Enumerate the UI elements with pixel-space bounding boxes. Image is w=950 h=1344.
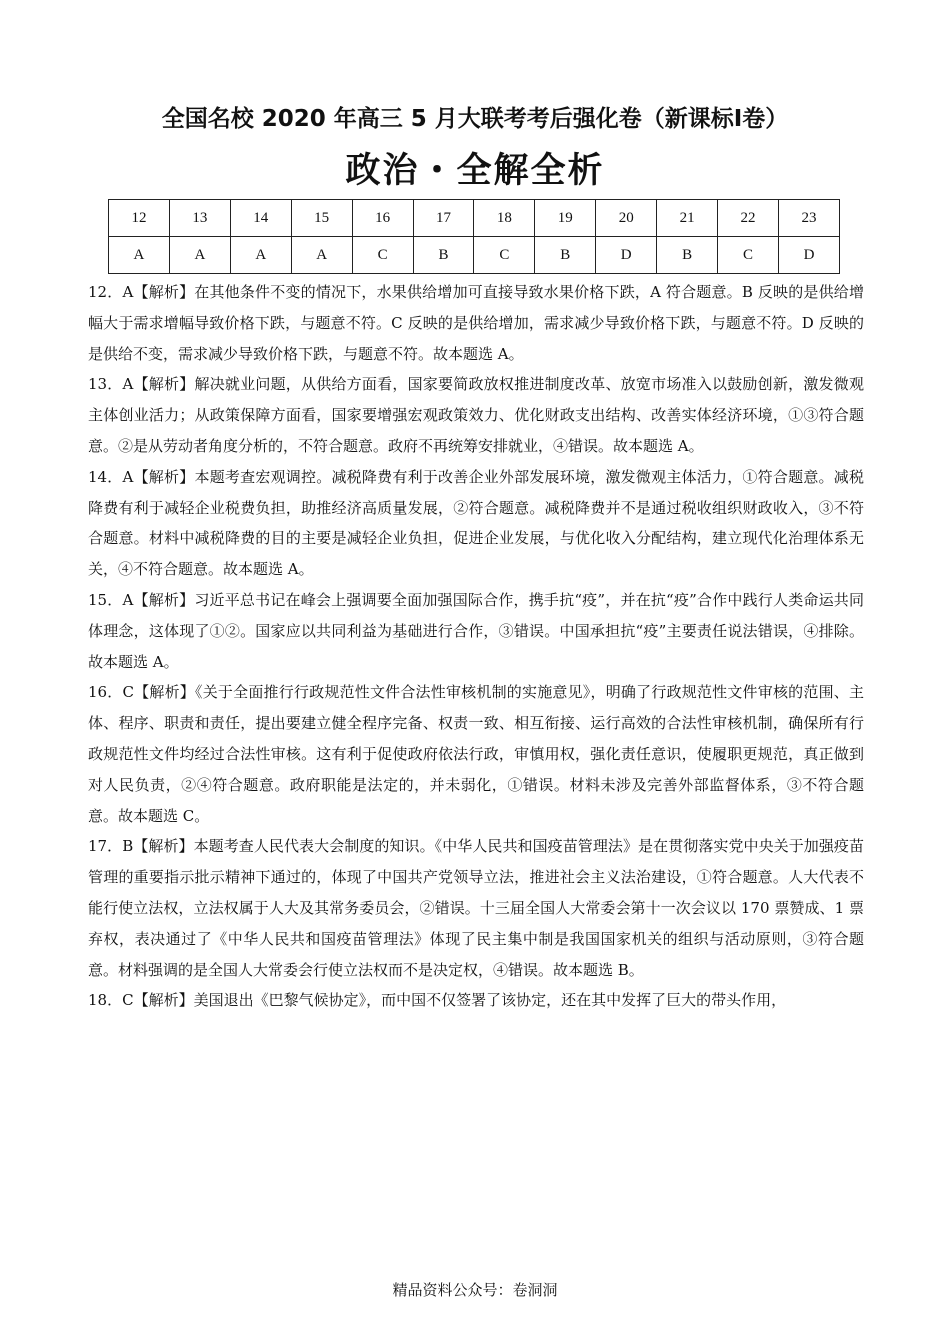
answer-table <box>108 199 840 274</box>
document-header-title: 全国名校 2020 年高三 5 月大联考考后强化卷（新课标Ⅰ卷） <box>161 106 789 132</box>
explanation-paragraph: 14．A【解析】本题考查宏观调控。减税降费有利于改善企业外部发展环境，激发微观主体活力，①符合题意。减税降费有利于减轻企业税费负担，助推经济高质量发展，②符合题意。减税降费并不是通过税收组织财政收入，③不符合题意。材料中减税降费的目的主要是减轻企业负担，促进企业发展，与优化收入分配结构，建立现代化治理体系无关，④不符合题意。故本题选 A。 <box>88 467 864 579</box>
question-number-cell: 16 <box>352 200 413 237</box>
answer-cell: D <box>778 237 839 274</box>
explanation-paragraph: 16．C【解析】《关于全面推行行政规范性文件合法性审核机制的实施意见》，明确了行政规范性文件审核的范围、主体、程序、职责和责任，提出要建立健全程序完备、权责一致、相互衔接、运行高效的合法性审核机制，确保所有行政规范性文件均经过合法性审核。这有利于促使政府依法行政，审慎用权，强化责任意识，使履职更规范，真正做到对人民负责，②④符合题意。政府职能是法定的，并未弱化，①错误。材料未涉及完善外部监督体系，③不符合题意。故本题选 C。 <box>88 683 864 825</box>
answer-cell: B <box>657 237 718 274</box>
question-number-cell: 14 <box>230 200 291 237</box>
footer-text: 精品资料公众号：卷洞洞 <box>392 1281 558 1299</box>
explanation-paragraph: 13．A【解析】解决就业问题，从供给方面看，国家要简政放权推进制度改革、放宽市场准入以鼓励创新，激发微观主体创业活力；从政策保障方面看，国家要增强宏观政策效力、优化财政支出结构、改善实体经济环境，①③符合题意。②是从劳动者角度分析的，不符合题意。政府不再统筹安排就业，④错误。故本题选 A。 <box>88 375 864 455</box>
answer-cell: A <box>291 237 352 274</box>
answer-cell: D <box>596 237 657 274</box>
answer-cell: B <box>413 237 474 274</box>
question-number-cell: 22 <box>718 200 779 237</box>
document-main-title: 政治・全解全析 <box>345 151 605 191</box>
answer-cell: C <box>352 237 413 274</box>
explanation-paragraph: 15．A【解析】习近平总书记在峰会上强调要全面加强国际合作，携手抗“疫”，并在抗“疫”合作中践行人类命运共同体理念，这体现了①②。国家应以共同利益为基础进行合作，③错误。中国承担抗“疫”主要责任说法错误，④排除。故本题选 A。 <box>88 590 864 671</box>
answer-cell: A <box>169 237 230 274</box>
question-number-cell: 15 <box>291 200 352 237</box>
question-number-cell: 12 <box>109 200 170 237</box>
answer-cell: C <box>474 237 535 274</box>
question-number-cell: 23 <box>778 200 839 237</box>
question-number-cell: 20 <box>596 200 657 237</box>
question-number-cell: 17 <box>413 200 474 237</box>
explanation-paragraph: 18．C【解析】美国退出《巴黎气候协定》，而中国不仅签署了该协定，还在其中发挥了巨大的带头作用， <box>88 991 787 1010</box>
explanation-paragraph: 17．B【解析】本题考查人民代表大会制度的知识。《中华人民共和国疫苗管理法》是在贯彻落实党中央关于加强疫苗管理的重要指示批示精神下通过的，体现了中国共产党领导立法，推进社会主义法治建设，①符合题意。人大代表不能行使立法权，立法权属于人大及其常务委员会，②错误。十三届全国人大常委会第十一次会议以 170 票赞成、1 票弃权，表决通过了《中华人民共和国疫苗管理法》体现了民主集中制是我国国家机关的组织与活动原则，③符合题意。材料强调的是全国人大常委会行使立法权而不是决定权，④错误。故本题选 B。 <box>88 837 864 979</box>
question-number-cell: 21 <box>657 200 718 237</box>
question-number-cell: 18 <box>474 200 535 237</box>
answer-cell: A <box>230 237 291 274</box>
answer-cell: C <box>718 237 779 274</box>
answer-cell: A <box>109 237 170 274</box>
answer-cell: B <box>535 237 596 274</box>
explanation-list <box>88 277 864 1016</box>
explanation-paragraph: 12．A【解析】在其他条件不变的情况下，水果供给增加可直接导致水果价格下跌，A 符合题意。B 反映的是供给增幅大于需求增幅导致价格下跌，与题意不符。C 反映的是供给增加，需求减少导致价格下跌，与题意不符。D 反映的是供给不变，需求减少导致价格下跌，与题意不符。故本题选 A。 <box>88 283 864 363</box>
answer-table-number-row <box>109 200 840 237</box>
question-number-cell: 19 <box>535 200 596 237</box>
question-number-cell: 13 <box>169 200 230 237</box>
answer-table-answer-row <box>109 237 840 274</box>
